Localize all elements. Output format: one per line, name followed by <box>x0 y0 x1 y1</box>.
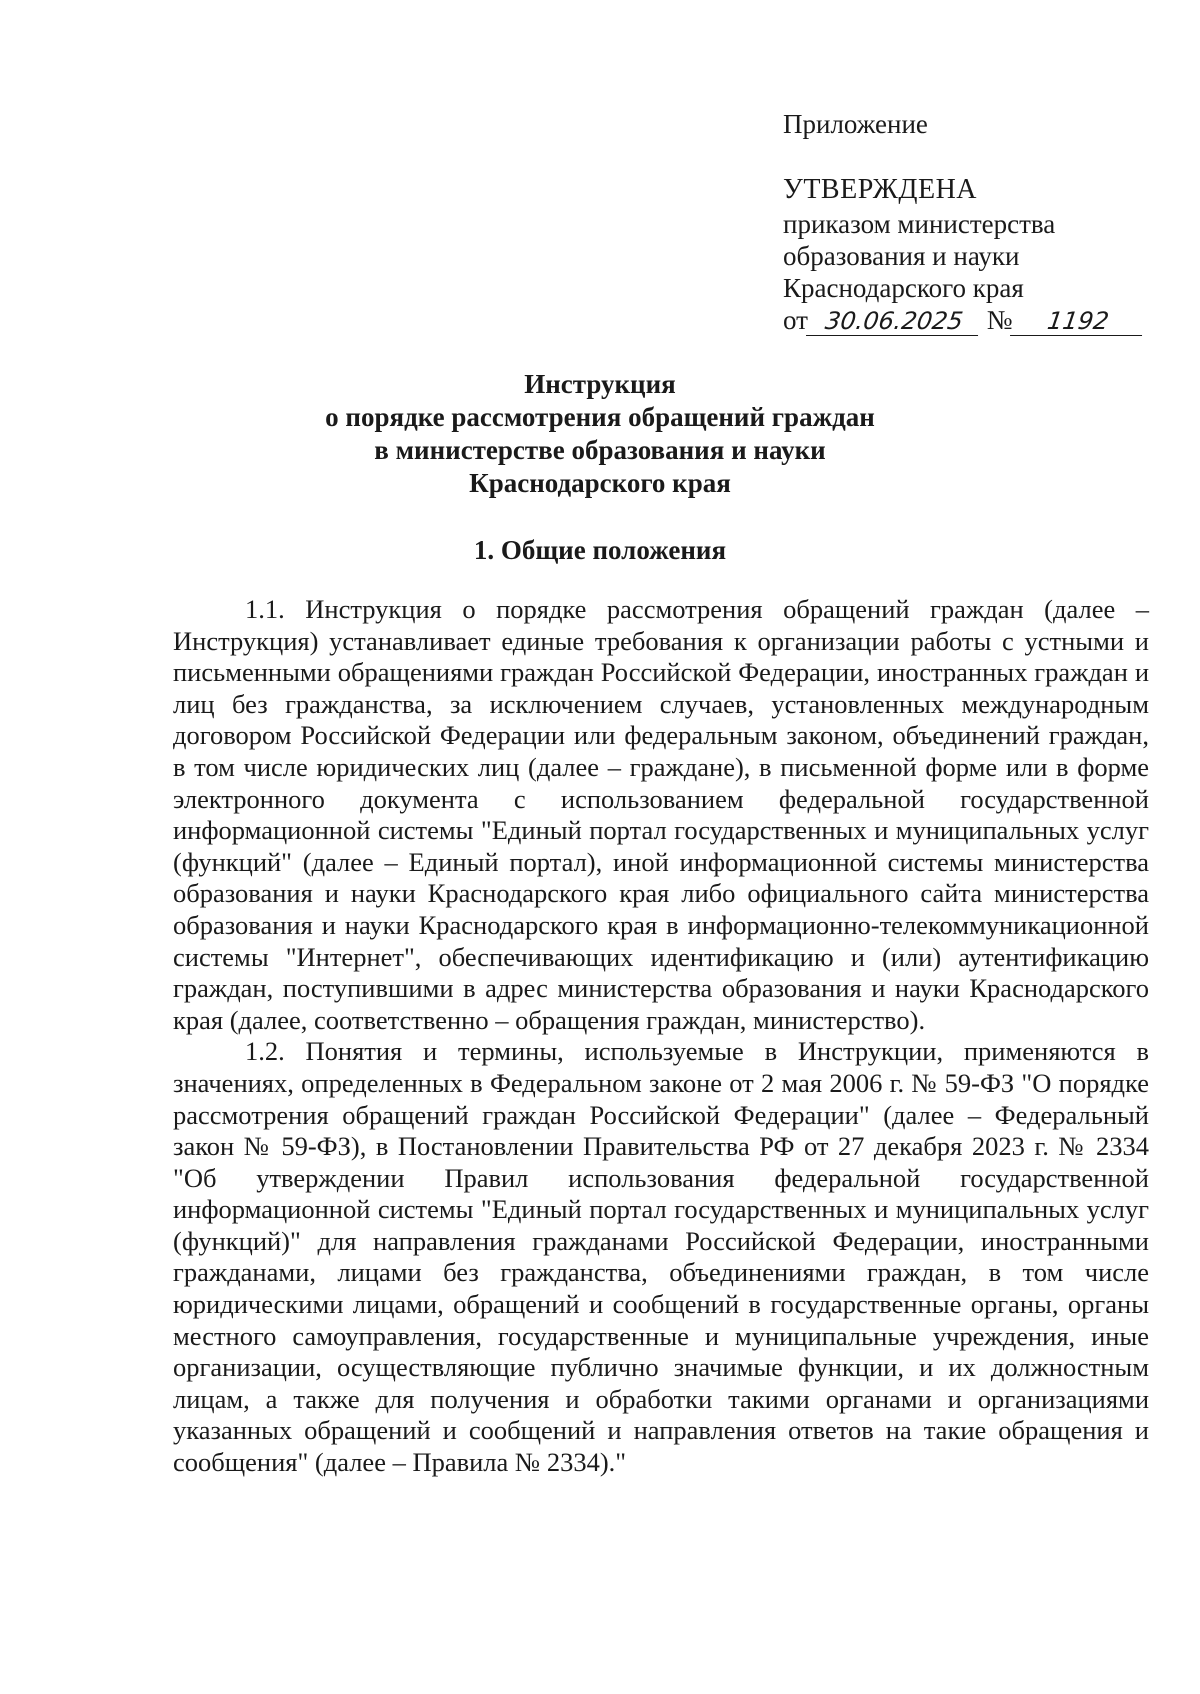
document-title <box>0 368 1200 500</box>
title-line: в министерстве образования и науки <box>374 435 826 465</box>
order-date-number-line <box>783 304 1163 336</box>
appendix-label: Приложение <box>783 109 928 139</box>
title-line: Краснодарского края <box>469 468 731 498</box>
section-heading: 1. Общие положения <box>473 535 727 565</box>
number-sign: № <box>986 305 1013 335</box>
paragraph: 1.2. Понятия и термины, используемые в Инструкции, применяются в значениях, определенных в Федеральном законе от 2 мая 2006 г. № 59-ФЗ "О порядке рассмотрения обращений граждан Российской Федерации" (далее – Федеральный закон № 59-ФЗ), в Постановлении Правительства РФ от 27 декабря 2023 г. № 2334 "Об утверждении Правил использования федеральной государственной информационной системы "Единый портал государственных и муниципальных услуг (функций)" для направления гражданами Российской Федерации, иностранными гражданами, лицами без гражданства, объединениями граждан, в том числе юридическими лицами, обращений и сообщений в государственные органы, органы местного самоуправления, государственные и муниципальные учреждения, иные организации, осуществляющие публично значимые функции, и их должностным лицам, а также для получения и обработки такими органами и организациями указанных обращений и сообщений и направления ответов на такие обращения и сообщения" (далее – Правила № 2334)." <box>173 1036 1149 1478</box>
title-line: Инструкция <box>524 369 676 399</box>
title-line: о порядке рассмотрения обращений граждан <box>325 402 875 432</box>
paragraph: 1.1. Инструкция о порядке рассмотрения обращений граждан (далее – Инструкция) устанавливает единые требования к организации работы с устными и письменными обращениями граждан Российской Федерации, иностранных граждан и лиц без гражданства, за исключением случаев, установленных международным договором Российской Федерации или федеральным законом, объединений граждан, в том числе юридических лиц (далее – граждане), в письменной форме или в форме электронного документа с использованием федеральной государственной информационной системы "Единый портал государственных и муниципальных услуг (функций" (далее – Единый портал), иной информационной системы министерства образования и науки Краснодарского края либо официального сайта министерства образования и науки Краснодарского края в информационно-телекоммуникационной системы "Интернет", обеспечивающих идентификацию и (или) аутентификацию граждан, поступившими в адрес министерства образования и науки Краснодарского края (далее, соответственно – обращения граждан, министерство). <box>173 594 1149 1035</box>
handwritten-date: 30.06.2025 <box>806 307 982 336</box>
approval-line: Краснодарского края <box>783 273 1024 303</box>
document-body <box>173 594 1149 1479</box>
approval-line: приказом министерства <box>783 209 1056 239</box>
approval-line: образования и науки <box>783 241 1020 271</box>
approval-stamp-block <box>783 108 1163 336</box>
approved-label: УТВЕРЖДЕНА <box>783 174 978 205</box>
handwritten-order-number: 1192 <box>1010 307 1146 336</box>
date-prefix: от <box>783 305 808 335</box>
